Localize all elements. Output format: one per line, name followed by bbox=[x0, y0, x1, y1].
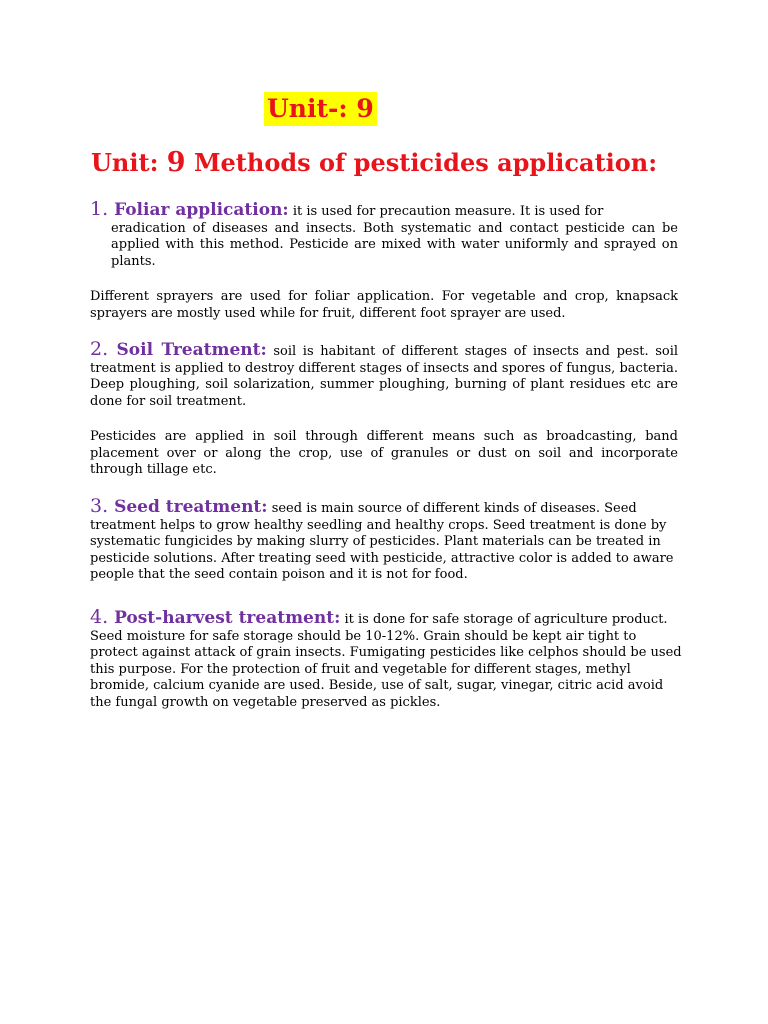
section-body: soil is habitant of different stages of insects and pest. soil treatment is applied to destroy different stages of insects and spores of fungus, bacteria. Deep ploughing, soil solarization, summer ploughing, burning of plant residues etc are done for soil treatment. bbox=[90, 344, 679, 409]
page-title bbox=[91, 147, 657, 179]
section-soil-treatment bbox=[90, 338, 679, 410]
paragraph-sprayers: Different sprayers are used for foliar application. For vegetable and crop, knapsack sprayers are mostly used while for fruit, different foot sprayer are used. bbox=[90, 289, 678, 321]
section-body: eradication of diseases and insects. Both systematic and contact pesticide can be applied with this method. Pesticide are mixed with water uniformly and sprayed on plants. bbox=[111, 220, 678, 269]
section-number: 1. bbox=[90, 198, 109, 220]
title-prefix: Unit: bbox=[91, 148, 167, 177]
section-body: it is done for safe storage of agriculture product. Seed moisture for safe storage should be 10-12%. Grain should be kept air tight to protect against attack of grain insects. Fumigating pesticides like celphos should be used this purpose. For the protection of fruit and vegetable for different stages, methyl bromide, calcium cyanide are used. Beside, use of salt, sugar, vinegar, citric acid avoid the fungal growth on vegetable preserved as pickles. bbox=[90, 612, 682, 710]
unit-label: Unit-: 9 bbox=[264, 92, 377, 126]
section-heading bbox=[90, 340, 267, 360]
section-lead: it is used for precaution measure. It is used for bbox=[288, 204, 604, 219]
section-heading-text: Post-harvest treatment: bbox=[114, 608, 341, 628]
section-heading bbox=[90, 497, 268, 517]
section-body: seed is main source of different kinds of diseases. Seed treatment helps to grow healthy seedling and healthy crops. Seed treatment is done by systematic fungicides by making slurry of pesticides. Plant materials can be treated in pesticide solutions. After treating seed with pesticide, attractive color is added to aware people that the seed contain poison and it is not for food. bbox=[90, 501, 674, 583]
section-number: 4. bbox=[90, 606, 109, 628]
section-number: 3. bbox=[90, 495, 109, 517]
section-heading bbox=[90, 608, 340, 628]
section-heading-text: Foliar application: bbox=[114, 200, 289, 220]
title-number: 9 bbox=[166, 147, 186, 178]
section-heading-text: Seed treatment: bbox=[114, 497, 268, 517]
section-post-harvest-treatment bbox=[90, 606, 686, 712]
section-number: 2. bbox=[90, 338, 109, 360]
paragraph-soil-means: Pesticides are applied in soil through different means such as broadcasting, band placement over or along the crop, use of granules or dust on soil and incorporate through tillage etc. bbox=[90, 429, 678, 478]
section-heading-text: Soil Treatment: bbox=[116, 340, 267, 360]
section-heading bbox=[90, 200, 289, 220]
section-seed-treatment bbox=[90, 495, 678, 584]
title-text: Methods of pesticides application: bbox=[185, 148, 658, 177]
section-foliar-application bbox=[90, 198, 678, 270]
